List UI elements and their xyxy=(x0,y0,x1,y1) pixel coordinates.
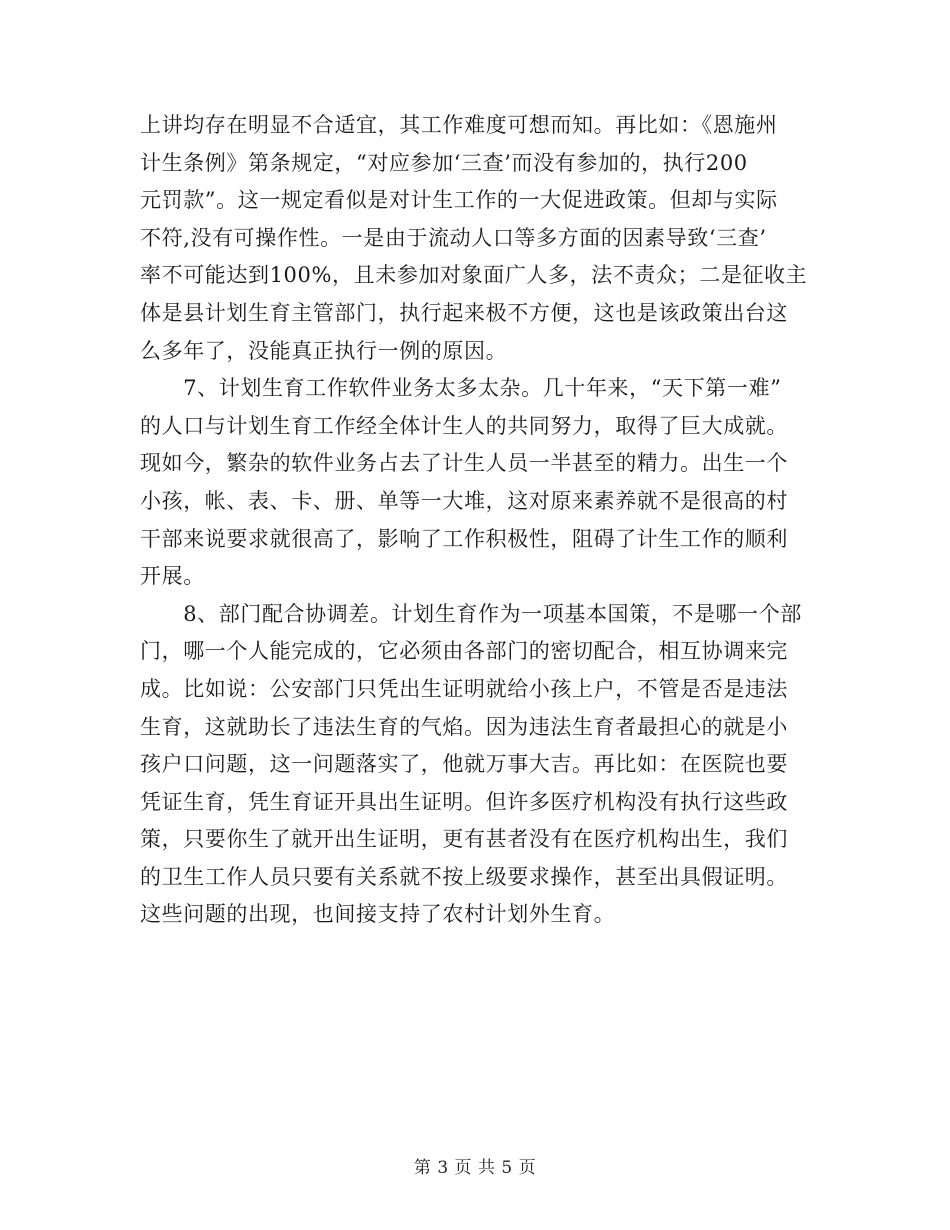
text-line: 干部来说要求就很高了，影响了工作积极性，阻碍了计生工作的顺利 xyxy=(140,526,788,551)
text-line: 上讲均存在明显不合适宜，其工作难度可想而知。再比如：《恩施州 xyxy=(140,113,778,137)
text-line: 生育，这就助长了违法生育的气焰。因为违法生育者最担心的就是小 xyxy=(140,714,788,739)
text-line: 的卫生工作人员只要有关系就不按上级要求操作，甚至出具假证明。 xyxy=(140,864,788,889)
text-line: 成。比如说：公安部门只凭出生证明就给小孩上户，不管是否是违法 xyxy=(140,676,788,701)
text-line: 开展。 xyxy=(140,564,205,589)
text-line: 策，只要你生了就开出生证明，更有甚者没有在医疗机构出生，我们 xyxy=(140,827,788,852)
text-line: 孩户口问题，这一问题落实了，他就万事大吉。再比如：在医院也要 xyxy=(140,752,788,777)
text-line: 体是县计划生育主管部门，执行起来极不方便，这也是该政策出台这 xyxy=(140,300,788,325)
text-line: 不符,没有可操作性。一是由于流动人口等多方面的因素导致‘三查’ xyxy=(140,225,767,250)
text-line: 计生条例》第条规定，“对应参加‘三查’而没有参加的，执行200 xyxy=(140,150,748,175)
text-line: 元罚款”。这一规定看似是对计生工作的一大促进政策。但却与实际 xyxy=(140,188,778,213)
text-line: 门，哪一个人能完成的，它必须由各部门的密切配合，相互协调来完 xyxy=(140,639,788,664)
text-line: 8、部门配合协调差。计划生育作为一项基本国策，不是哪一个部 xyxy=(140,601,802,626)
text-line: 的人口与计划生育工作经全体计生人的共同努力，取得了巨大成就。 xyxy=(140,413,788,438)
text-line: 凭证生育，凭生育证开具出生证明。但许多医疗机构没有执行这些政 xyxy=(140,789,788,814)
text-line: 现如今，繁杂的软件业务占去了计生人员一半甚至的精力。出生一个 xyxy=(140,451,788,476)
text-line: 小孩，帐、表、卡、册、单等一大堆，这对原来素养就不是很高的村 xyxy=(140,488,788,513)
text-line: 7、计划生育工作软件业务太多太杂。几十年来，“天下第一难” xyxy=(140,376,782,401)
text-line: 率不可能达到100%，且未参加对象面广人多，法不责众；二是征收主 xyxy=(140,263,808,288)
page-number-footer: 第 3 页 共 5 页 xyxy=(413,1158,537,1178)
document-body xyxy=(140,107,810,934)
text-line: 么多年了，没能真正执行一例的原因。 xyxy=(140,338,508,363)
text-line: 这些问题的出现，也间接支持了农村计划外生育。 xyxy=(140,902,616,927)
